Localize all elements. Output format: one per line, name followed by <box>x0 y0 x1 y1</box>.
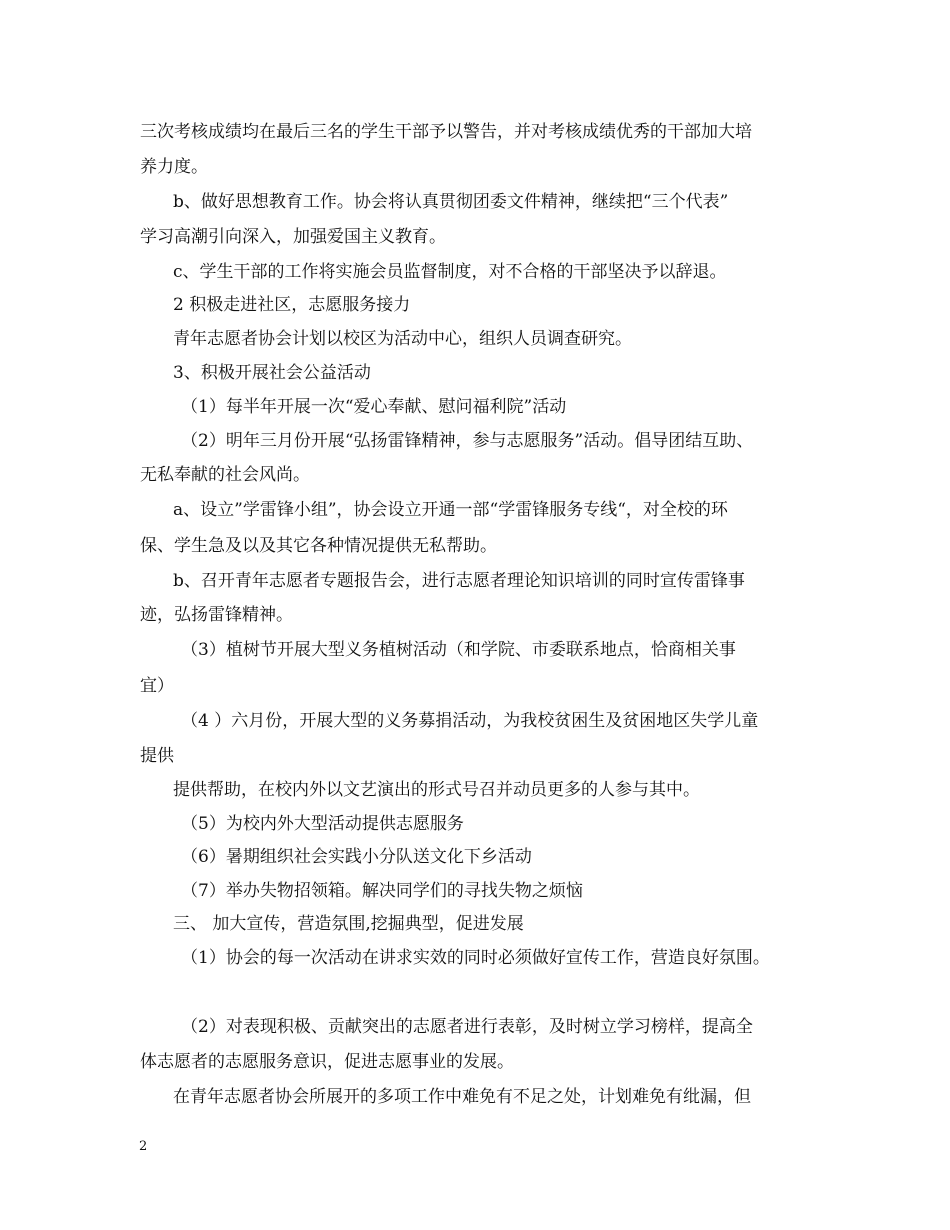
text-line: 提供帮助，在校内外以文艺演出的形式号召并动员更多的人参与其中。 <box>173 780 700 800</box>
text-line: c、学生干部的工作将实施会员监督制度，对不合格的干部坚决予以辞退。 <box>173 262 727 282</box>
text-line: 青年志愿者协会计划以校区为活动中心，组织人员调查研究。 <box>173 329 632 349</box>
text-line: b、召开青年志愿者专题报告会，进行志愿者理论知识培训的同时宣传雷锋事 <box>173 571 745 591</box>
text-line: 无私奉献的社会风尚。 <box>140 465 310 485</box>
text-line: 迹，弘扬雷锋精神。 <box>140 605 293 625</box>
text-line: 提供 <box>140 746 174 766</box>
text-line: a、设立”学雷锋小组”，协会设立开通一部“学雷锋服务专线“，对全校的环 <box>173 500 728 520</box>
text-line: （2）对表现积极、贡献突出的志愿者进行表彰，及时树立学习榜样，提高全 <box>181 1017 753 1037</box>
text-line: 三次考核成绩均在最后三名的学生干部予以警告，并对考核成绩优秀的干部加大培 <box>140 122 752 142</box>
text-line: （7）举办失物招领箱。解决同学们的寻找失物之烦恼 <box>181 881 583 901</box>
text-line: 体志愿者的志愿服务意识，促进志愿事业的发展。 <box>140 1052 514 1072</box>
text-line: 2 积极走进社区，志愿服务接力 <box>173 295 411 315</box>
text-line: （1）每半年开展一次“爱心奉献、慰问福利院”活动 <box>181 397 567 417</box>
text-line: b、做好思想教育工作。协会将认真贯彻团委文件精神，继续把“三个代表” <box>173 192 729 212</box>
text-line: 保、学生急及以及其它各种情况提供无私帮助。 <box>140 536 497 556</box>
text-line: 养力度。 <box>140 157 208 177</box>
page-number: 2 <box>139 1139 148 1154</box>
text-line: 3、积极开展社会公益活动 <box>173 363 371 383</box>
section-heading: 三、 加大宣传，营造氛围,挖掘典型，促进发展 <box>173 914 524 934</box>
text-line: 宜） <box>140 676 174 696</box>
text-line: （4 ）六月份，开展大型的义务募捐活动，为我校贫困生及贫困地区失学儿童 <box>181 711 759 731</box>
text-line: （3）植树节开展大型义务植树活动（和学院、市委联系地点，恰商相关事 <box>181 640 736 660</box>
text-line: 在青年志愿者协会所展开的多项工作中难免有不足之处，计划难免有纰漏，但 <box>173 1087 751 1107</box>
text-line: （2）明年三月份开展“弘扬雷锋精神，参与志愿服务”活动。倡导团结互助、 <box>181 431 754 451</box>
text-line: （1）协会的每一次活动在讲求实效的同时必须做好宣传工作，营造良好氛围。 <box>181 948 770 968</box>
text-line: 学习高潮引向深入，加强爱国主义教育。 <box>140 227 446 247</box>
text-line: （5）为校内外大型活动提供志愿服务 <box>181 814 464 834</box>
text-line: （6）暑期组织社会实践小分队送文化下乡活动 <box>181 847 532 867</box>
